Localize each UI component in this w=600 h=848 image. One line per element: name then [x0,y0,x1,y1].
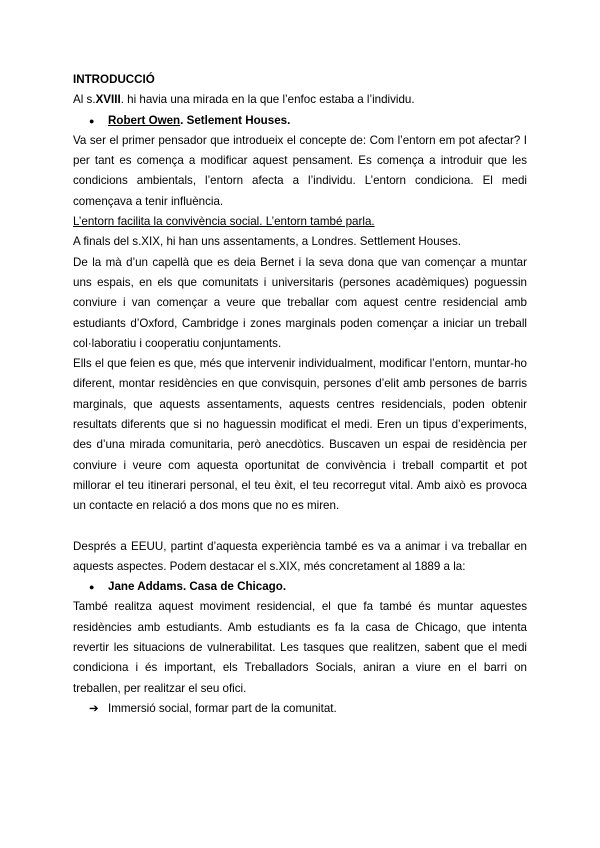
arrow-item-text: Immersió social, formar part de la comunitat. [108,701,337,715]
paragraph-chicago: També realitza aquest moviment residencial, el que fa també és muntar aquestes residències amb estudiants. Amb estudiants es fa la casa de Chicago, que intenta revertir les situacions de vulnerabilitat. Les tasques que realitzen, sabent que el medi condiciona i és important, els Treballadors Socials, aniran a viure en el barri on treballen, per realitzar el seu ofici. [73,600,527,695]
bullet-jane-addams [73,577,527,597]
paragraph-bernet: De la mà d’un capellà que es deia Bernet i la seva dona que van començar a muntar uns espais, en els que comunitats i universitaris (persones acadèmiques) poguessin conviure i van començar a veure que treballar com aquest centre residencial amb estudiants d’Oxford, Cambridge i zones marginals poden començar a iniciar un treball col·laboratiu i cooperatiu conjuntaments. [73,255,527,350]
paragraph-settlement: A finals del s.XIX, hi han uns assentaments, a Londres. Settlement Houses. [73,235,461,249]
paragraph-gap [73,517,527,537]
paragraph-eeuu: Després a EEUU, partint d’aquesta experiència també es va a animar i va treballar en aquests aspectes. Podem destacar el s.XIX, més concretament al 1889 a la: [73,539,527,573]
paragraph-underlined [73,212,527,232]
robert-owen-name: Robert Owen [108,113,181,127]
bullet-dot-icon: ● [89,115,95,126]
paragraph-owen: Va ser el primer pensador que introdueix el concepte de: Com l’entorn em pot afectar? I per tant es comença a modificar aquest pensament. Es comença a introduir que les condicions ambientals, l’entorn afecta a l’individu. L’entorn condiciona. El medi començava a tenir influència. [73,133,527,208]
intro-text-post: . hi havia una mirada en la que l’enfoc estaba a l’individu. [120,93,415,107]
right-arrow-icon: ➔ [89,701,99,715]
section-heading: INTRODUCCIÓ [73,73,155,86]
robert-owen-rest: . Setlement Houses. [180,113,291,127]
intro-century-bold: XVIII [95,93,121,107]
document-page [73,70,527,719]
arrow-list-item [73,699,527,719]
jane-addams-text: Jane Addams. Casa de Chicago. [108,580,287,594]
bullet-robert-owen [73,111,527,131]
underlined-text: L’entorn facilita la convivència social. L’entorn també parla. [73,215,375,229]
intro-text-pre: Al s. [73,93,96,107]
bullet-dot-icon: ● [89,582,95,593]
paragraph-experiments: Ells el que feien es que, més que intervenir individualment, modificar l’entorn, muntar-ho diferent, montar residències en que convisquin, persones d’elit amb persones de barris marginals, que aquests assentaments, aquests centres residencials, poden obtenir resultats diferents que si no haguessin modificat el medi. Eren un tipus d’experiments, des d’una mirada comunitaria, però anecdòtics. Buscaven un espai de residència per conviure i veure com aquesta oportunitat de convivència i treball compartit et pot millorar el teu itinerari personal, el teu èxit, el teu recorregut vital. Amb això es provoca un contacte en relació a dos mons que no es miren. [73,357,527,513]
paragraph-intro [73,90,527,110]
